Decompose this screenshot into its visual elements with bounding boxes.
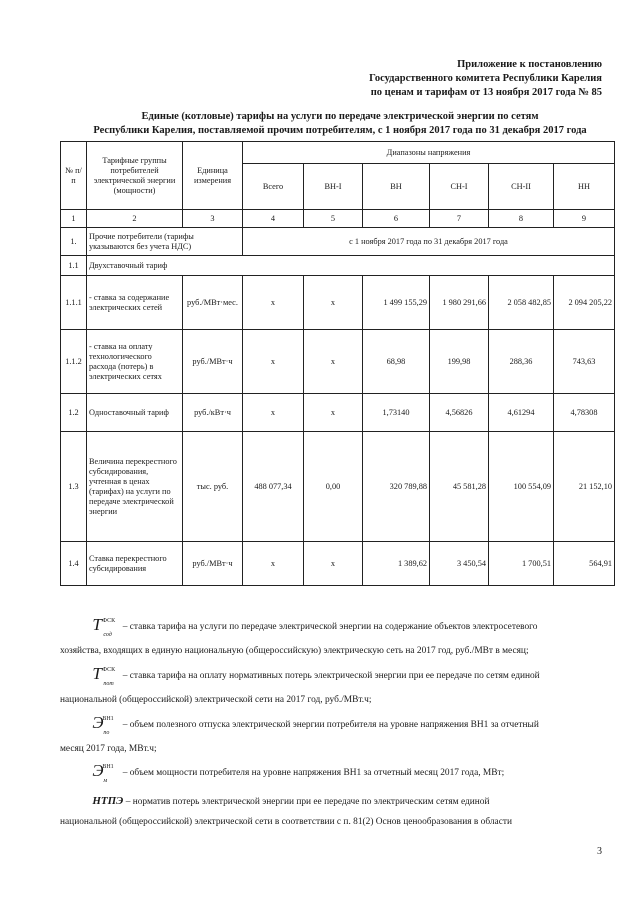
value-cell: 1 980 291,66	[430, 276, 489, 330]
title-line-1: Единые (котловые) тарифы на услуги по передаче электрической энергии по сетям	[141, 111, 539, 122]
row-label: Одноставочный тариф	[87, 394, 183, 432]
value-cell: х	[243, 330, 304, 394]
value-cell: 45 581,28	[430, 432, 489, 542]
value-cell: 1,73140	[363, 394, 430, 432]
value-cell: 1 499 155,29	[363, 276, 430, 330]
document-title	[60, 110, 620, 138]
index-cell: 9	[554, 210, 615, 228]
value-cell: 288,36	[489, 330, 554, 394]
row-num: 1.3	[61, 432, 87, 542]
value-cell: 4,56826	[430, 394, 489, 432]
row-unit: руб./МВт·ч	[183, 330, 243, 394]
period-cell: с 1 ноября 2017 года по 31 декабря 2017 года	[243, 228, 615, 256]
head-ranges: Диапазоны напряжения	[243, 142, 615, 164]
tariff-table	[60, 141, 615, 586]
row-label: Прочие потребители (тарифы указываются без учета НДС)	[87, 228, 243, 256]
annex-line-1: Приложение к постановлению	[457, 59, 602, 70]
value-cell: х	[304, 542, 363, 586]
tariff-symbol: T ФСК сод	[92, 615, 116, 638]
value-cell: 564,91	[554, 542, 615, 586]
row-label: Двухставочный тариф	[87, 256, 615, 276]
definition-5-cont: национальной (общероссийской) электрической сети в соответствии с п. 81(2) Основ ценообразования в области	[60, 817, 512, 827]
definition-2-cont: национальной (общероссийской) электрической сети на 2017 год, руб./МВт.ч;	[60, 695, 372, 705]
head-col-sn2: СН-II	[489, 164, 554, 210]
head-unit: Единица измерения	[183, 142, 243, 210]
row-unit: руб./МВт·ч	[183, 542, 243, 586]
value-cell: 320 789,88	[363, 432, 430, 542]
row-num: 1.	[61, 228, 87, 256]
value-cell: х	[304, 276, 363, 330]
row-label: Ставка перекрестного субсидирования	[87, 542, 183, 586]
definition-1-cont: хозяйства, входящих в единую национальную (общероссийскую) электрическую сеть на 2017 год, руб./МВт в месяц;	[60, 646, 529, 656]
definition-2	[60, 664, 614, 687]
annex-header	[369, 58, 602, 100]
head-col-vn: ВН	[363, 164, 430, 210]
value-cell: 21 152,10	[554, 432, 615, 542]
index-cell: 5	[304, 210, 363, 228]
value-cell: 743,63	[554, 330, 615, 394]
definition-3-cont: месяц 2017 года, МВт.ч;	[60, 744, 157, 754]
page-number: 3	[597, 846, 602, 857]
value-cell: 488 077,34	[243, 432, 304, 542]
value-cell: 68,98	[363, 330, 430, 394]
row-num: 1.1.1	[61, 276, 87, 330]
head-col-total: Всего	[243, 164, 304, 210]
row-label: - ставка за содержание электрических сетей	[87, 276, 183, 330]
row-unit: руб./МВт·мес.	[183, 276, 243, 330]
index-cell: 7	[430, 210, 489, 228]
value-cell: 2 058 482,85	[489, 276, 554, 330]
value-cell: 1 700,51	[489, 542, 554, 586]
value-cell: 3 450,54	[430, 542, 489, 586]
value-cell: 2 094 205,22	[554, 276, 615, 330]
value-cell: 4,61294	[489, 394, 554, 432]
value-cell: 199,98	[430, 330, 489, 394]
head-col-sn1: СН-I	[430, 164, 489, 210]
definition-text: – ставка тарифа на услуги по передаче электрической энергии на содержание объектов электросетевого	[122, 622, 538, 633]
value-cell: 4,78308	[554, 394, 615, 432]
definition-4	[60, 761, 614, 784]
definition-text: – норматив потерь электрической энергии при ее передаче по электрическим сетям единой	[125, 797, 490, 807]
row-num: 1.4	[61, 542, 87, 586]
definition-text: – ставка тарифа на оплату нормативных потерь электрической энергии при ее передаче по сетям единой	[122, 671, 540, 682]
head-num: № п/п	[61, 142, 87, 210]
index-cell: 8	[489, 210, 554, 228]
title-line-2: Республики Карелия, поставляемой прочим потребителям, с 1 ноября 2017 года по 31 декабря 2017 года	[93, 125, 587, 136]
annex-line-2: Государственного комитета Республики Карелия	[369, 73, 602, 84]
index-cell: 6	[363, 210, 430, 228]
row-unit: руб./кВт·ч	[183, 394, 243, 432]
value-cell: 100 554,09	[489, 432, 554, 542]
index-cell: 3	[183, 210, 243, 228]
definition-1	[60, 615, 614, 638]
energy-symbol: Э ВН1 м	[92, 761, 114, 784]
annex-line-3: по ценам и тарифам от 13 ноября 2017 года № 85	[370, 87, 602, 98]
energy-symbol: Э ВН1 по	[92, 713, 114, 736]
value-cell: 0,00	[304, 432, 363, 542]
definition-3	[60, 713, 614, 736]
row-unit: тыс. руб.	[183, 432, 243, 542]
definition-text: – объем полезного отпуска электрической энергии потребителя на уровне напряжения ВН1 за отчетный	[122, 720, 539, 731]
tariff-symbol: T ФСК пот	[92, 664, 116, 687]
head-group: Тарифные группы потребителей электрической энергии (мощности)	[87, 142, 183, 210]
ntpe-symbol: НТПЭ	[92, 795, 124, 807]
index-cell: 2	[87, 210, 183, 228]
row-num: 1.2	[61, 394, 87, 432]
index-cell: 1	[61, 210, 87, 228]
value-cell: х	[243, 394, 304, 432]
value-cell: 1 389,62	[363, 542, 430, 586]
row-num: 1.1	[61, 256, 87, 276]
value-cell: х	[243, 542, 304, 586]
value-cell: х	[304, 330, 363, 394]
row-label: Величина перекрестного субсидирования, учтенная в ценах (тарифах) на услуги по передаче электрической энергии	[87, 432, 183, 542]
definition-5	[60, 795, 614, 809]
head-col-vn1: ВН-I	[304, 164, 363, 210]
head-col-nn: НН	[554, 164, 615, 210]
index-cell: 4	[243, 210, 304, 228]
row-label: - ставка на оплату технологического расхода (потерь) в электрических сетях	[87, 330, 183, 394]
value-cell: х	[243, 276, 304, 330]
definition-text: – объем мощности потребителя на уровне напряжения ВН1 за отчетный месяц 2017 года, МВт;	[122, 768, 505, 779]
value-cell: х	[304, 394, 363, 432]
row-num: 1.1.2	[61, 330, 87, 394]
